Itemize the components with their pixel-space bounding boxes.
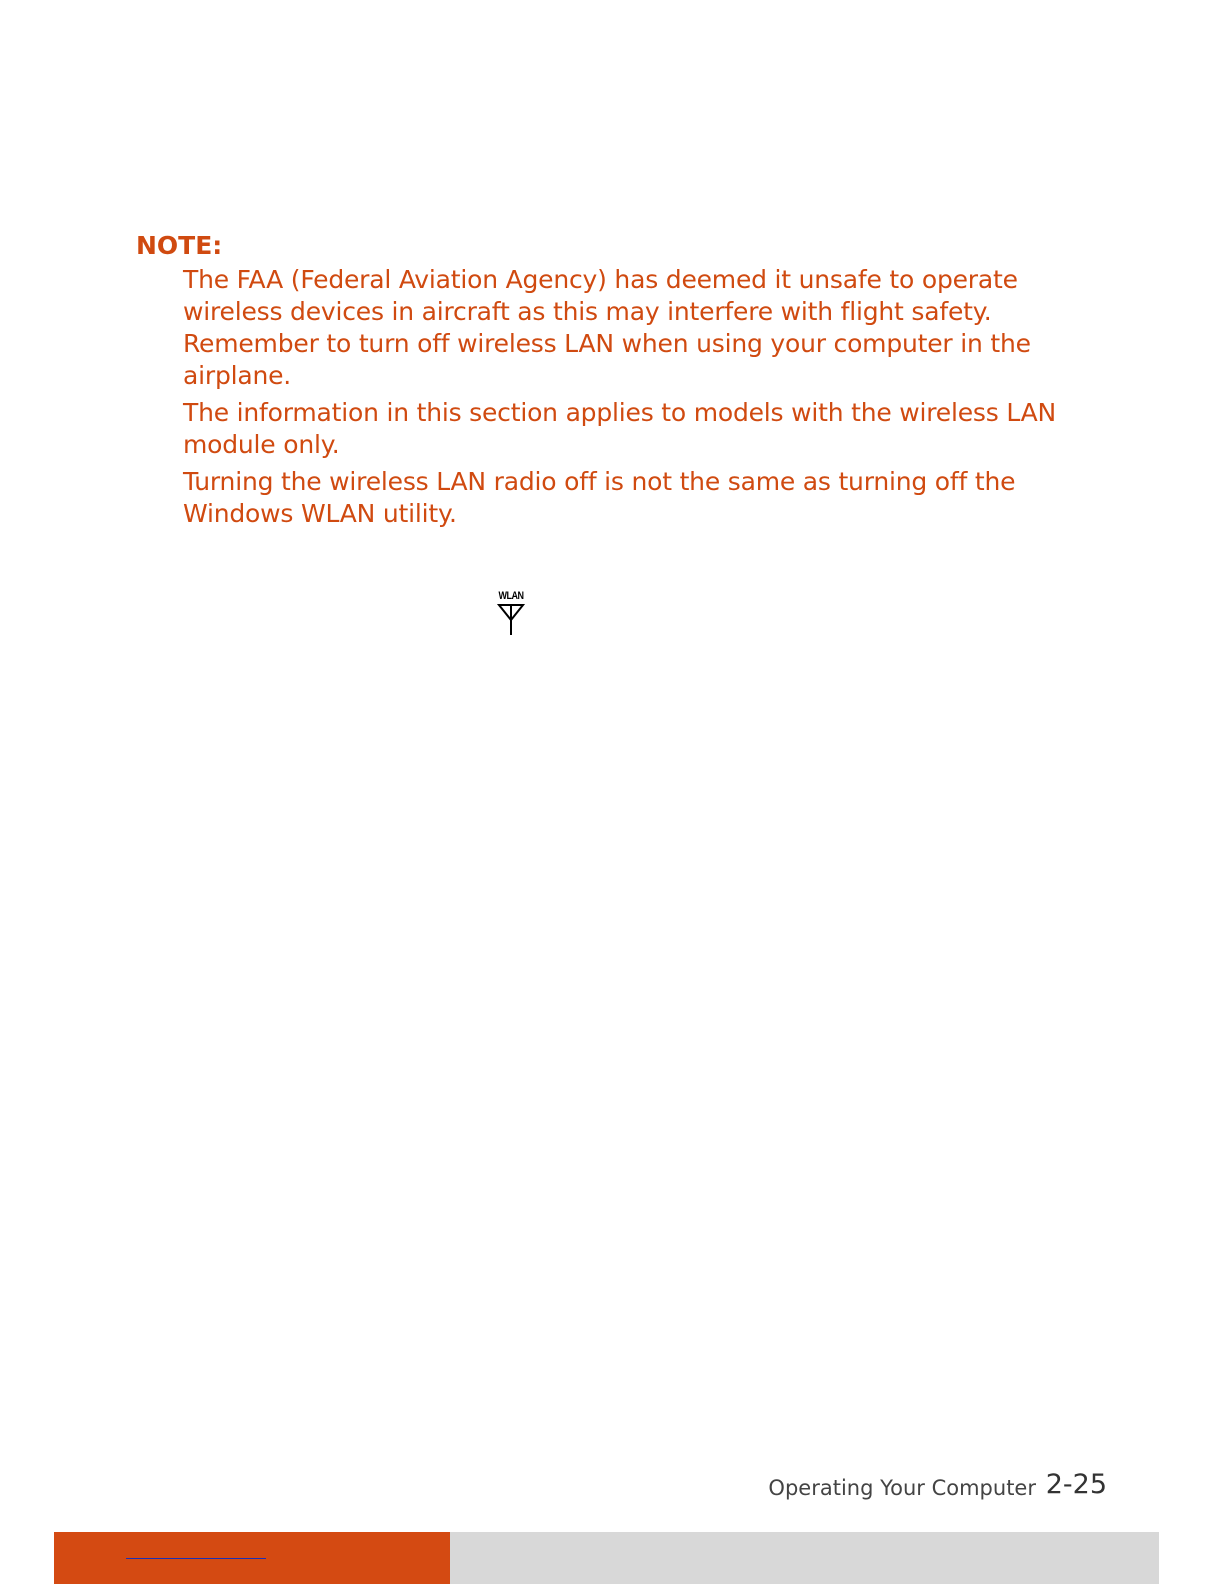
footer-section-title: Operating Your Computer (768, 1476, 1036, 1500)
note-paragraph: Turning the wireless LAN radio off is not the same as turning off the Windows WLAN utility. (183, 467, 1016, 528)
wlan-antenna-icon (494, 590, 528, 638)
note-body (183, 264, 1083, 535)
note-paragraph: The information in this section applies to models with the wireless LAN module only. (183, 398, 1057, 459)
note-paragraph: The FAA (Federal Aviation Agency) has deemed it unsafe to operate wireless devices in aircraft as this may interfere with flight safety. Remember to turn off wireless LAN when using your computer in the airplane. (183, 265, 1031, 390)
footer-link-underline (126, 1558, 266, 1559)
footer-page-number: 2-25 (1045, 1469, 1107, 1500)
antenna-icon (494, 602, 528, 636)
wlan-icon-label: WLAN (498, 590, 524, 602)
note-heading: NOTE: (136, 231, 223, 260)
